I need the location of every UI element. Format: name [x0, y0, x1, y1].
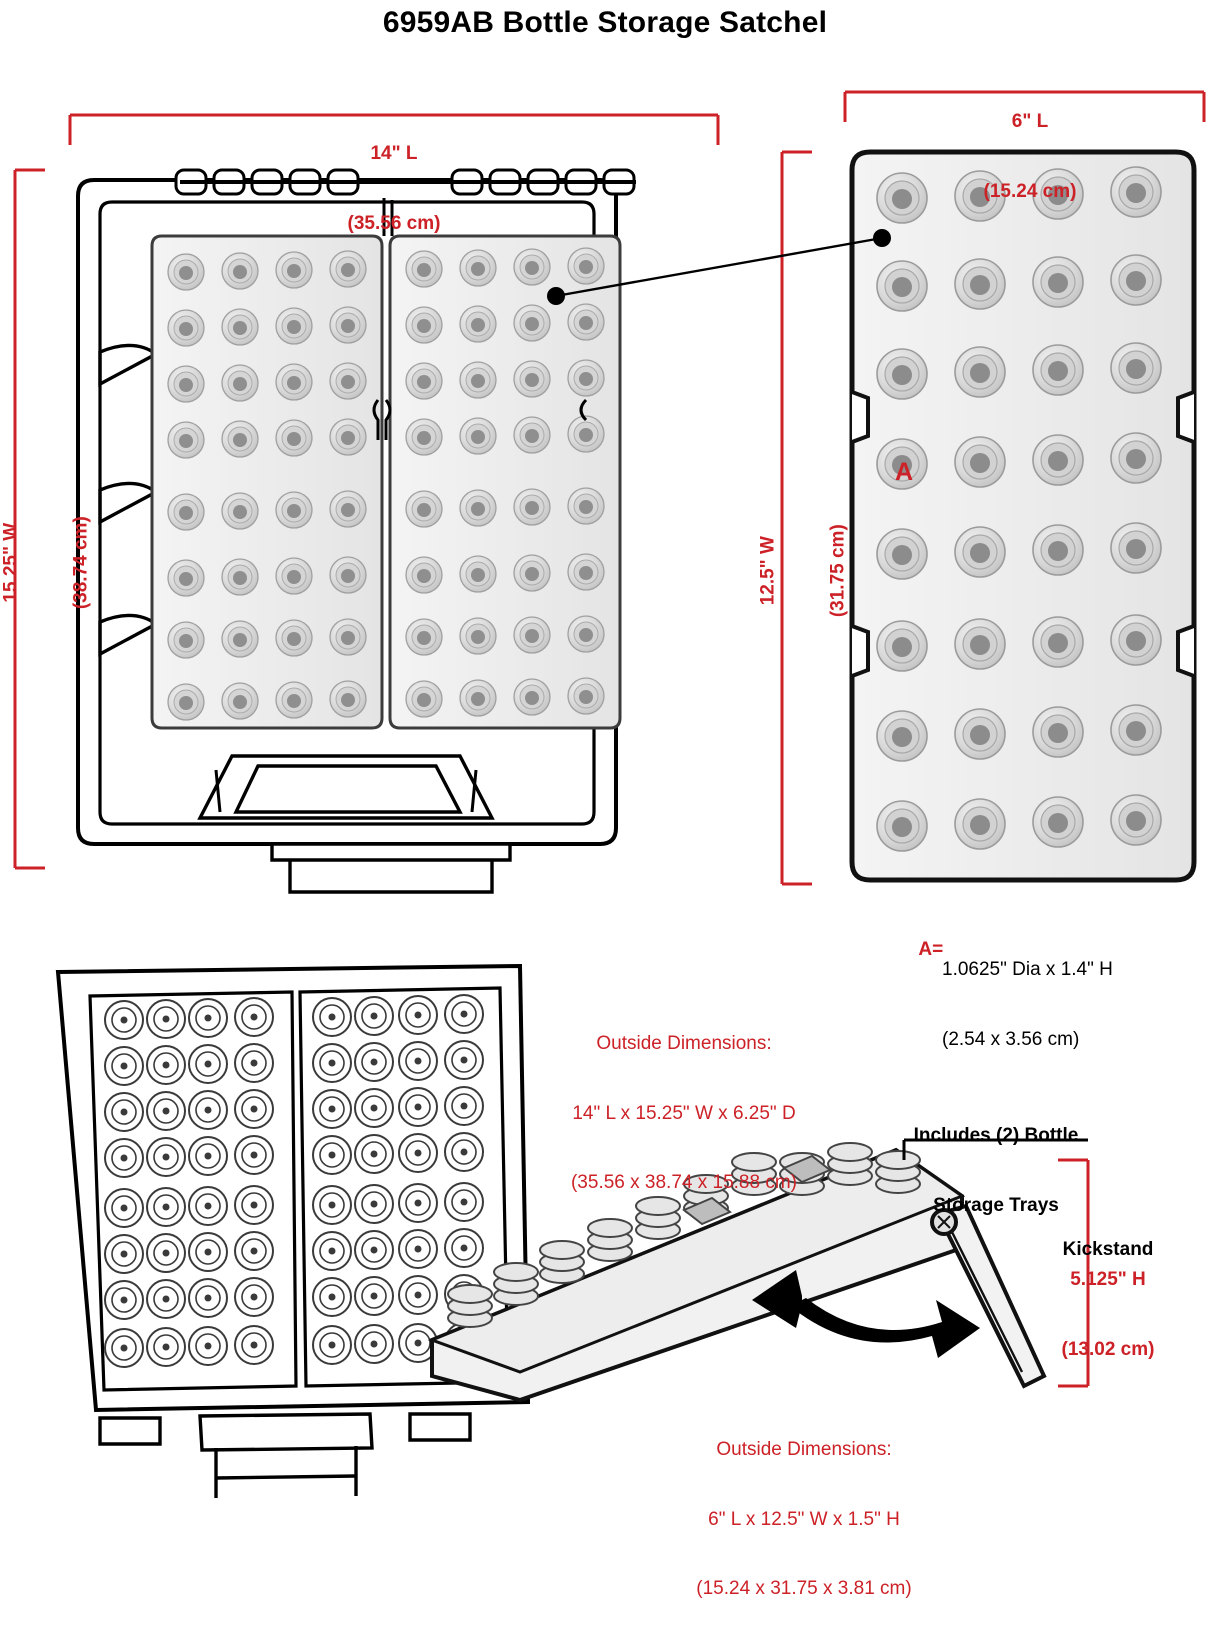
front-height-dimension-label: 15.25" W (38.74 cm) [0, 516, 92, 610]
outside-dimensions-case-note: Outside Dimensions: 14" L x 15.25" W x 6.25" D (35.56 x 38.74 x 15.88 cm) [570, 1033, 797, 1194]
callout-marker-a: A [894, 457, 914, 486]
outside-dimensions-tray-note: Outside Dimensions: 6" L x 12.5" W x 1.5" H (15.24 x 31.75 x 3.81 cm) [696, 1439, 912, 1600]
page-title: 6959AB Bottle Storage Satchel [382, 6, 828, 39]
tray-height-dimension-label: 12.5" W (31.75 cm) [757, 524, 849, 618]
kickstand-value: 5.125" H (13.02 cm) [1061, 1269, 1155, 1360]
callout-a-value: 1.0625" Dia x 1.4" H (2.54 x 3.56 cm) [942, 959, 1113, 1050]
front-width-dimension-label: 14" L (35.56 cm) [347, 143, 441, 234]
tray-width-dimension-label: 6" L (15.24 cm) [983, 111, 1077, 202]
case-handle [100, 1414, 470, 1498]
includes-trays-note: Includes (2) Bottle Storage Trays [913, 1125, 1079, 1216]
callout-a-label: A= [918, 939, 944, 961]
satchel-open-view [58, 966, 528, 1498]
kickstand-label: Kickstand [1062, 1239, 1154, 1261]
